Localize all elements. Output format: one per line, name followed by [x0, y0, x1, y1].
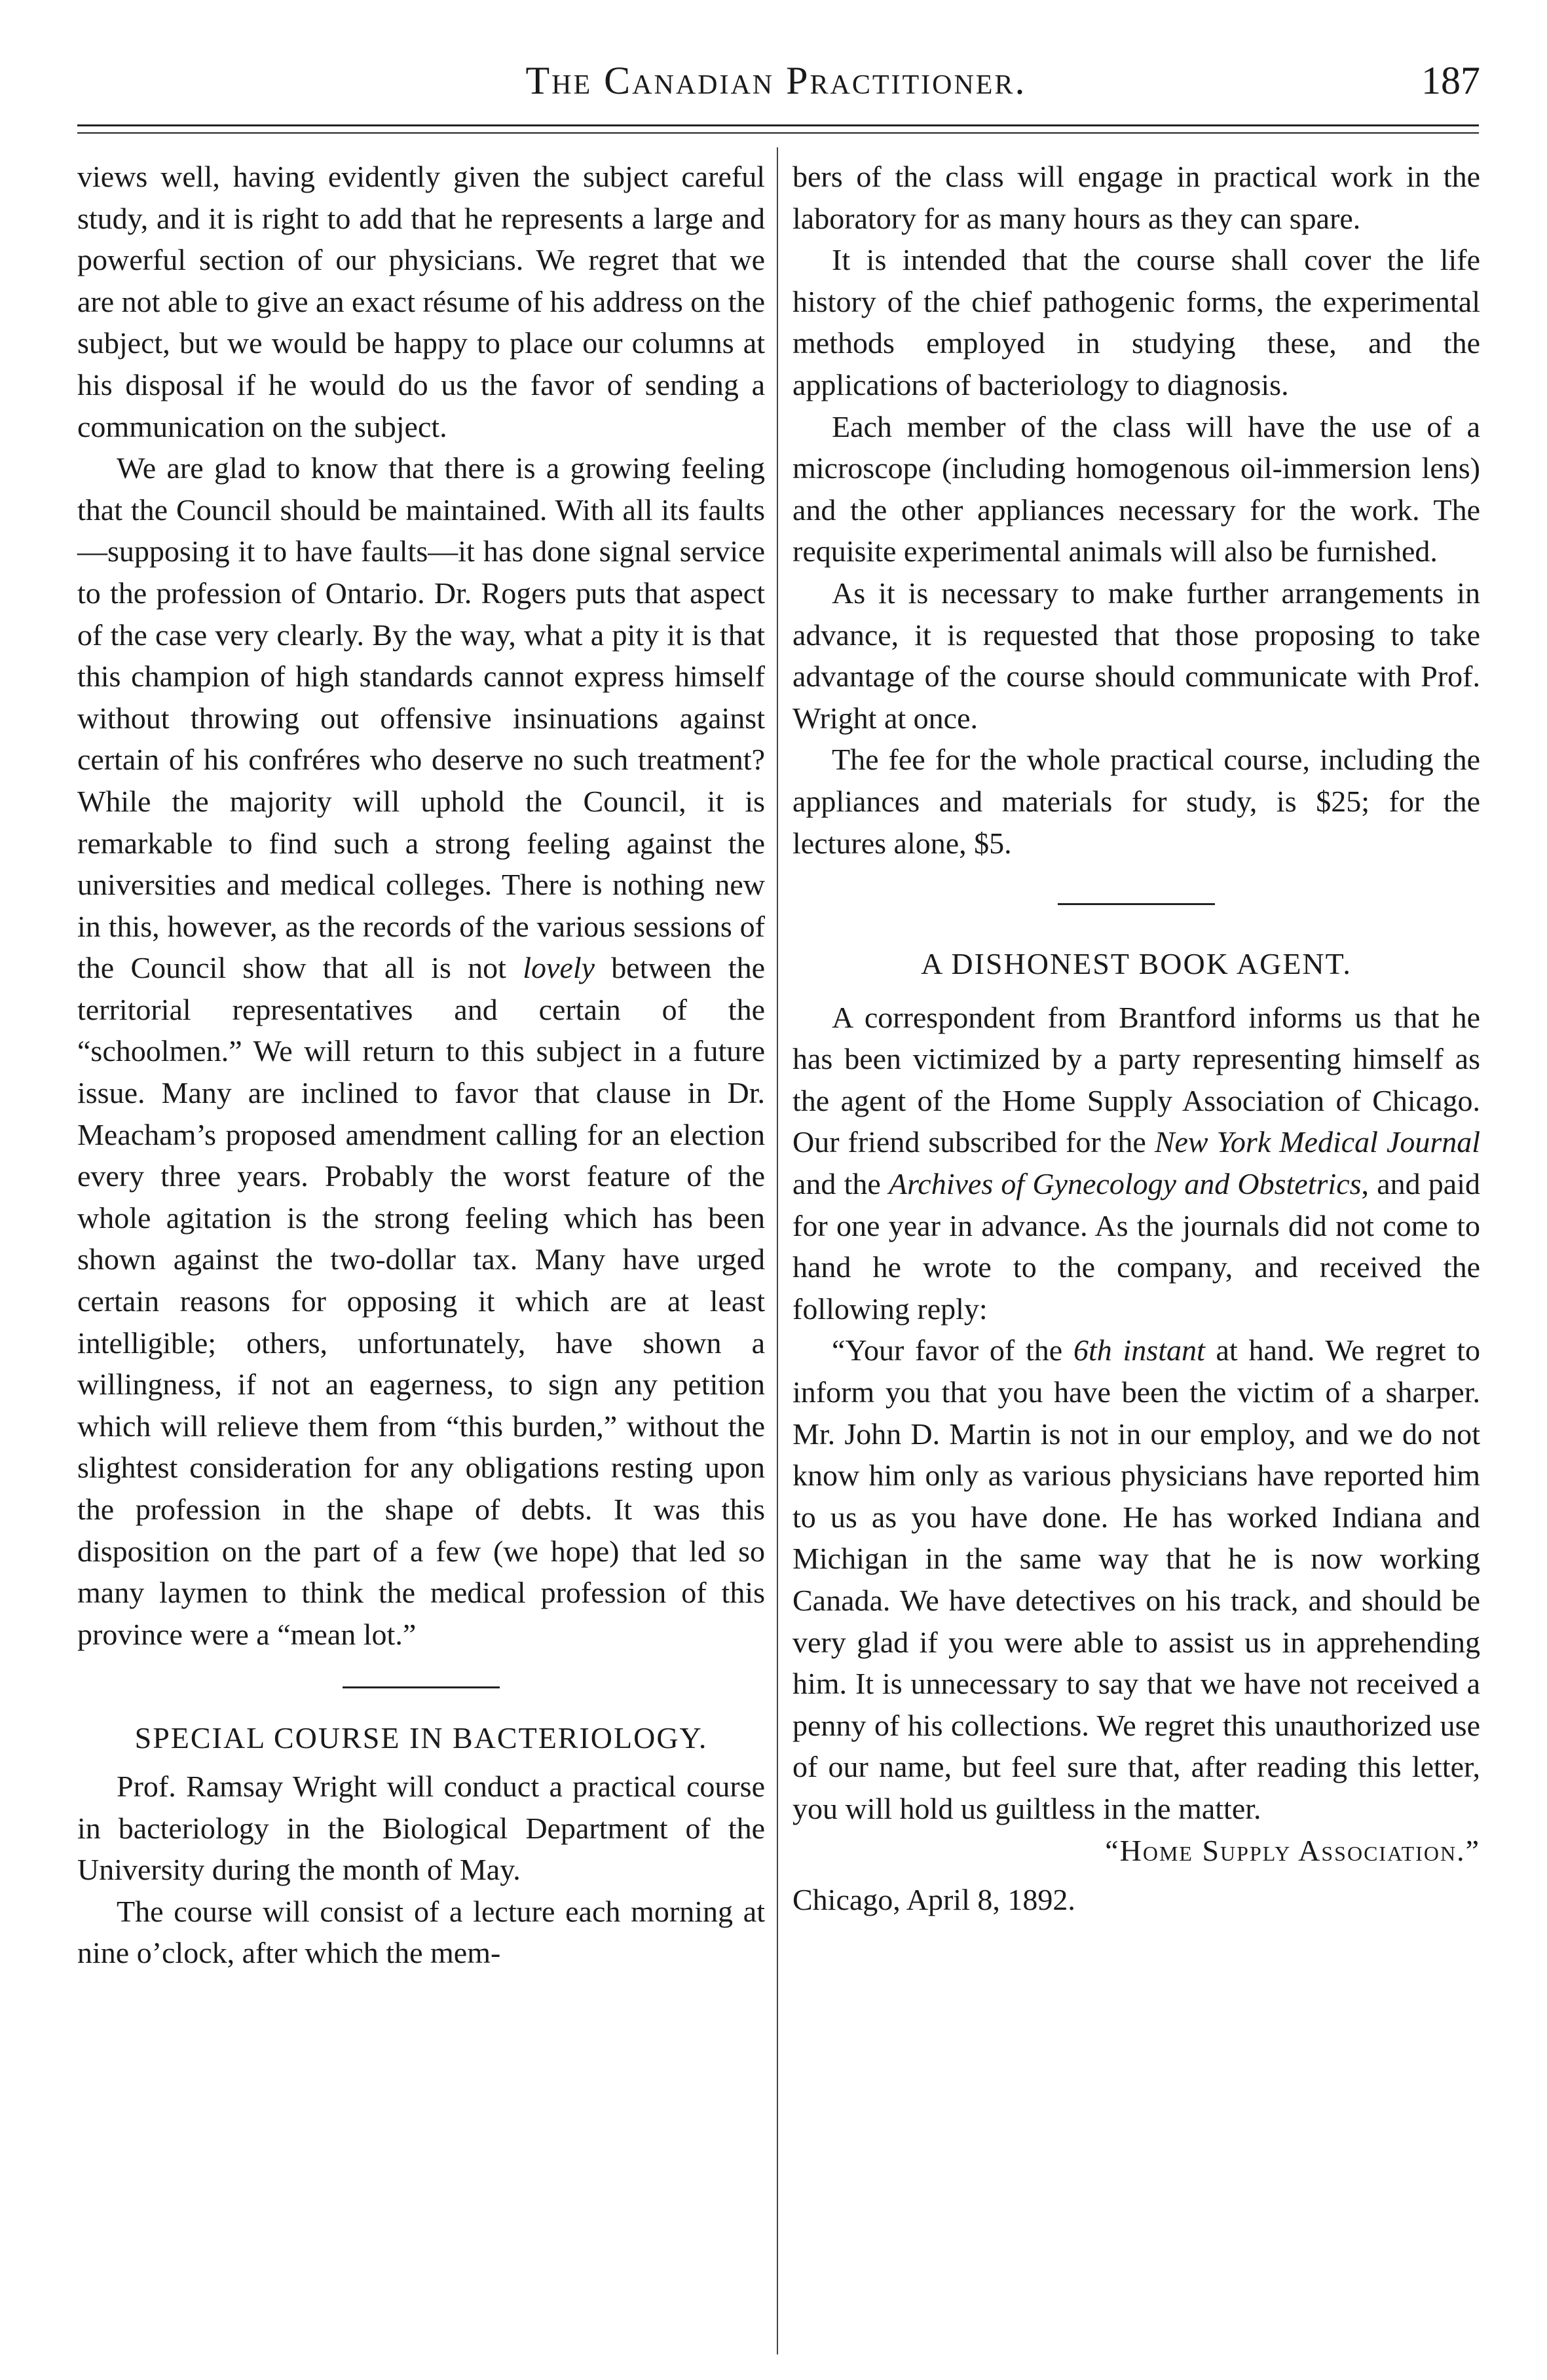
italic-text: lovely [523, 951, 595, 985]
italic-text: 6th instant [1073, 1333, 1205, 1367]
right-column [792, 156, 1480, 1921]
journal-title: The Canadian Practitioner. [525, 59, 1027, 102]
italic-text: Archives of Gynecology and Obstetrics [889, 1167, 1362, 1201]
paragraph: The fee for the whole practical course, including the appliances and materials for study, is $25; for the lectures alone, $5. [792, 743, 1480, 860]
text-span: “Your favor of the [832, 1333, 1063, 1367]
text-span: at hand. We regret to inform you that you have been the victim of a sharper. Mr. John D. Martin is not in our employ, and we do not know him only as various physicians have reported him to us as you have done. He has worked Indiana and Michigan in the same way that he is now working Canada. We have detectives on his track, and should be very glad if you were able to assist us in apprehending him. It is unnecessary to say that we have not received a penny of his collections. We regret this unauthorized use of our name, but feel sure that, after reading this letter, you will hold us guiltless in the matter. [792, 1333, 1481, 1825]
paragraph: Each member of the class will have the use of a microscope (including homogenous oil-immersion lens) and the other appliances necessary for the work. The requisite experimental animals will also be furnished. [792, 409, 1480, 568]
letter-signature: “Home Supply Association.” [1105, 1833, 1480, 1867]
running-head [72, 51, 1480, 110]
header-rule-top [77, 124, 1479, 126]
paragraph [792, 997, 1480, 1330]
paragraph: Prof. Ramsay Wright will conduct a practical course in bacteriology in the Biological Department of the University during the month of May. [77, 1769, 765, 1887]
text-span: A correspondent from Brantford informs us that he has been victimized by a party representing himself as the agent of the Home Supply Association of Chicago. Our friend subscribed for the [792, 1000, 1480, 1159]
text-span: We are glad to know that there is a growing feeling that the Council should be maintained. With all its faults—supposing it to have faults—it has done signal service to the profession of Ontario. Dr. Rogers puts that aspect of the case very clearly. By the way, what a pity it is that this champion of high standards cannot express himself without throwing out offensive insinuations against certain of his confréres who deserve no such treatment? While the majority will uphold the Council, it is remarkable to find such a strong feeling against the universities and medical colleges. There is nothing new in this, however, as the records of the various sessions of the Council show that all is not [77, 451, 765, 985]
text-span: and the [792, 1167, 881, 1201]
column-divider [777, 147, 778, 2354]
page-number: 187 [1421, 59, 1480, 102]
section-heading: A DISHONEST BOOK AGENT. [921, 947, 1352, 981]
header-rule-bottom [77, 132, 1479, 134]
text-span: between the territorial representatives and certain of the “schoolmen.” We will return to this subject in a future issue. Many are inclined to favor that clause in Dr. Meacham’s proposed amendment calling for an election every three years. Probably the worst feature of the whole agitation is the strong feeling which has been shown against the two-dollar tax. Many have urged certain reasons for opposing it which are at least intelligible; others, unfortunately, have shown a willingness, if not an eagerness, to sign any petition which will relieve them from “this burden,” without the slightest consideration for any obligations resting upon the profession in the shape of debts. It was this disposition on the part of a few (we hope) that led so many laymen to think the medical profession of this province were a “mean lot.” [77, 951, 766, 1651]
paragraph: It is intended that the course shall cover the life history of the chief pathogenic forms, the experimental methods employed in studying these, and the applications of bacteriology to diagnosis. [792, 243, 1480, 401]
paragraph: bers of the class will engage in practical work in the laboratory for as many hours as they can spare. [792, 160, 1480, 235]
text-span: , and paid for one year in advance. As the journals did not come to hand he wrote to the company, and received the following reply: [792, 1167, 1480, 1326]
paragraph [77, 447, 765, 1655]
section-heading: SPECIAL COURSE IN BACTERIOLOGY. [134, 1721, 708, 1755]
paragraph: views well, having evidently given the subject careful study, and it is right to add that he represents a large and powerful section of our physicians. We regret that we are not able to give an exact résume of his address on the subject, but we would be happy to place our columns at his disposal if he would do us the favor of sending a communication on the subject. [77, 160, 765, 443]
paragraph [792, 1329, 1480, 1829]
left-column [77, 156, 765, 1974]
paragraph: The course will consist of a lecture each morning at nine o’clock, after which the mem- [77, 1894, 765, 1970]
italic-text: New York Medical Journal [1154, 1125, 1480, 1159]
paragraph: As it is necessary to make further arrangements in advance, it is requested that those proposing to take advantage of the course should communicate with Prof. Wright at once. [792, 576, 1480, 735]
letter-dateline: Chicago, April 8, 1892. [792, 1883, 1075, 1917]
